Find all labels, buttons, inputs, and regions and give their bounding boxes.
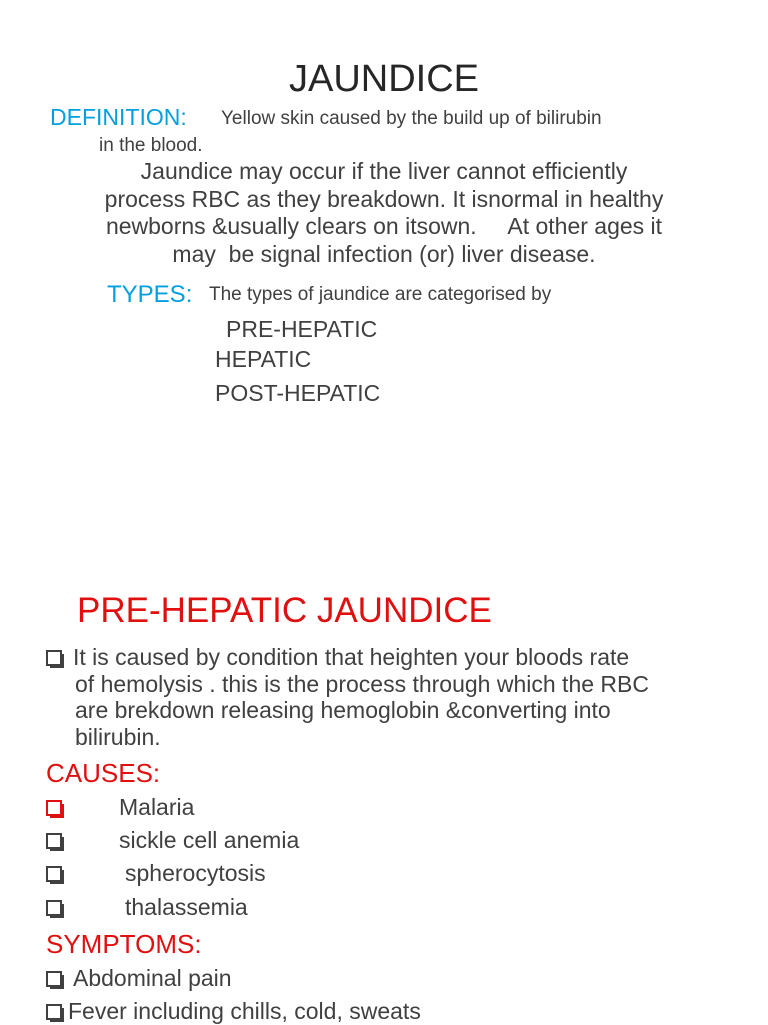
slide-jaundice-overview	[0, 0, 768, 512]
definition-label: DEFINITION:	[50, 104, 187, 130]
cause-item	[46, 794, 195, 821]
description-paragraph	[0, 158, 768, 268]
paragraph-line: newborns &usually clears on itsown. At other ages it	[105, 213, 663, 239]
symptom-item	[46, 998, 421, 1025]
cause-description-bullet	[46, 644, 649, 750]
checkbox-bullet-icon	[46, 866, 62, 882]
cause-text: thalassemia	[125, 894, 248, 920]
checkbox-bullet-icon	[46, 1004, 62, 1020]
cause-item	[46, 827, 300, 854]
checkbox-bullet-icon	[46, 971, 62, 987]
slide-title: JAUNDICE	[288, 58, 480, 100]
cause-item	[46, 894, 248, 921]
bullet-line: bilirubin.	[75, 723, 161, 750]
cause-text: Malaria	[119, 794, 195, 820]
symptom-text: Fever including chills, cold, sweats	[68, 998, 421, 1024]
checkbox-bullet-icon	[46, 900, 62, 916]
type-item-hepatic: HEPATIC	[215, 346, 312, 372]
bullet-line: are brekdown releasing hemoglobin &converting into	[75, 697, 611, 723]
checkbox-bullet-icon	[46, 650, 62, 666]
paragraph-line: Jaundice may occur if the liver cannot efficiently	[140, 158, 628, 184]
slide-title: PRE-HEPATIC JAUNDICE	[77, 591, 492, 630]
types-text: The types of jaundice are categorised by	[209, 284, 552, 305]
paragraph-line: process RBC as they breakdown. It isnormal in healthy	[104, 185, 664, 212]
symptom-text: Abdominal pain	[73, 965, 232, 991]
definition-text: Yellow skin caused by the build up of bilirubin	[221, 108, 602, 129]
checkbox-bullet-icon	[46, 833, 62, 849]
paragraph-line: may be signal infection (or) liver disease.	[172, 240, 596, 267]
bullet-line: of hemolysis . this is the process through which the RBC	[75, 670, 649, 697]
bullet-text: It is caused by condition that heighten your bloods rate	[73, 644, 630, 670]
cause-item	[46, 860, 266, 887]
cause-text: sickle cell anemia	[119, 827, 300, 853]
causes-heading: CAUSES:	[46, 758, 161, 788]
symptoms-heading: SYMPTOMS:	[46, 929, 202, 959]
cause-text: spherocytosis	[125, 860, 266, 886]
types-label: TYPES:	[107, 281, 193, 308]
type-item-pre-hepatic: PRE-HEPATIC	[226, 316, 378, 342]
slide-pre-hepatic-jaundice	[0, 512, 768, 1024]
symptom-item	[46, 965, 232, 992]
definition-text-continued: in the blood.	[99, 135, 203, 156]
type-item-post-hepatic: POST-HEPATIC	[215, 380, 381, 406]
checkbox-bullet-icon	[46, 800, 62, 816]
bullet-line	[46, 644, 649, 671]
